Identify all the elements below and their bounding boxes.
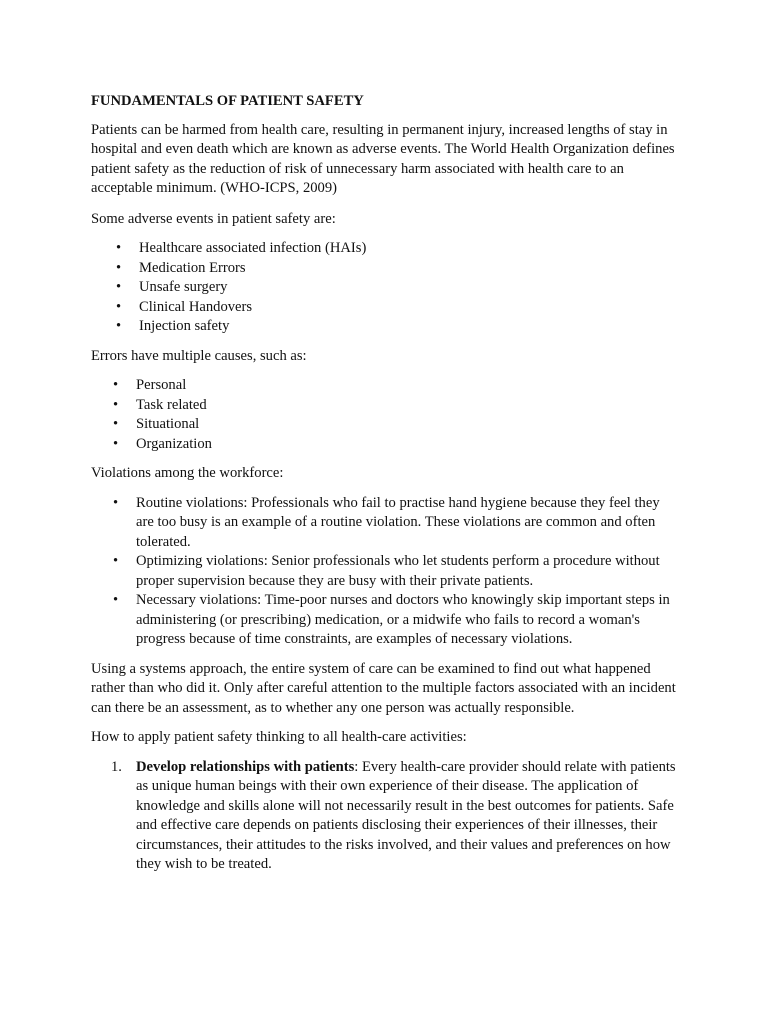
list-item: • Optimizing violations: Senior professionals who let students perform a procedure without proper supervision because they are busy with their private patients. bbox=[91, 552, 681, 591]
list-item: • Routine violations: Professionals who fail to practise hand hygiene because they feel they are too busy is an example of a routine violation. These violations are common and often tolerated. bbox=[91, 494, 681, 553]
apply-heading: How to apply patient safety thinking to all health-care activities: bbox=[91, 729, 467, 745]
list-item: • Medication Errors bbox=[91, 259, 681, 279]
systems-approach-paragraph: Using a systems approach, the entire system of care can be examined to find out what happened rather than who did it. Only after careful attention to the multiple factors associated with an incident can there be an assessment, as to whether any one person was actually responsible. bbox=[91, 660, 676, 716]
document-title: FUNDAMENTALS OF PATIENT SAFETY bbox=[91, 93, 364, 109]
intro-paragraph: Patients can be harmed from health care, resulting in permanent injury, increased lengths of stay in hospital and even death which are known as adverse events. The World Health Organization defines patient safety as the reduction of risk of unnecessary harm associated with health care to an acceptable minimum. (WHO-ICPS, 2009) bbox=[91, 121, 675, 196]
causes-heading: Errors have multiple causes, such as: bbox=[91, 347, 307, 364]
adverse-events-list bbox=[91, 239, 681, 337]
causes-list bbox=[91, 376, 681, 454]
list-item: • Unsafe surgery bbox=[91, 278, 681, 298]
list-item: • Healthcare associated infection (HAIs) bbox=[91, 239, 681, 259]
list-item bbox=[91, 758, 681, 875]
list-item: • Clinical Handovers bbox=[91, 298, 681, 318]
list-item: • Personal bbox=[91, 376, 681, 396]
step-number: 1. bbox=[111, 758, 122, 775]
violations-heading: Violations among the workforce: bbox=[91, 465, 284, 481]
list-item: • Situational bbox=[91, 415, 681, 435]
step-text: : Every health-care provider should relate with patients as unique human beings with their own experience of their disease. The application of knowledge and skills alone will not necessarily result in the best outcomes for patients. Safe and effective care depends on patients disclosing their experiences of their illnesses, their circumstances, their attitudes to the risks involved, and their values and preferences on how they wish to be treated. bbox=[136, 758, 676, 872]
adverse-events-heading: Some adverse events in patient safety are: bbox=[91, 210, 336, 227]
list-item: • Necessary violations: Time-poor nurses and doctors who knowingly skip important steps in administering (or prescribing) medication, or a midwife who fails to record a woman's progress because of time constraints, are examples of necessary violations. bbox=[91, 591, 681, 650]
violations-list bbox=[91, 494, 681, 650]
steps-list bbox=[91, 758, 681, 875]
step-lead: Develop relationships with patients bbox=[136, 758, 355, 775]
list-item: • Task related bbox=[91, 396, 681, 416]
list-item: • Injection safety bbox=[91, 317, 681, 337]
document-body bbox=[91, 92, 681, 885]
list-item: • Organization bbox=[91, 435, 681, 455]
